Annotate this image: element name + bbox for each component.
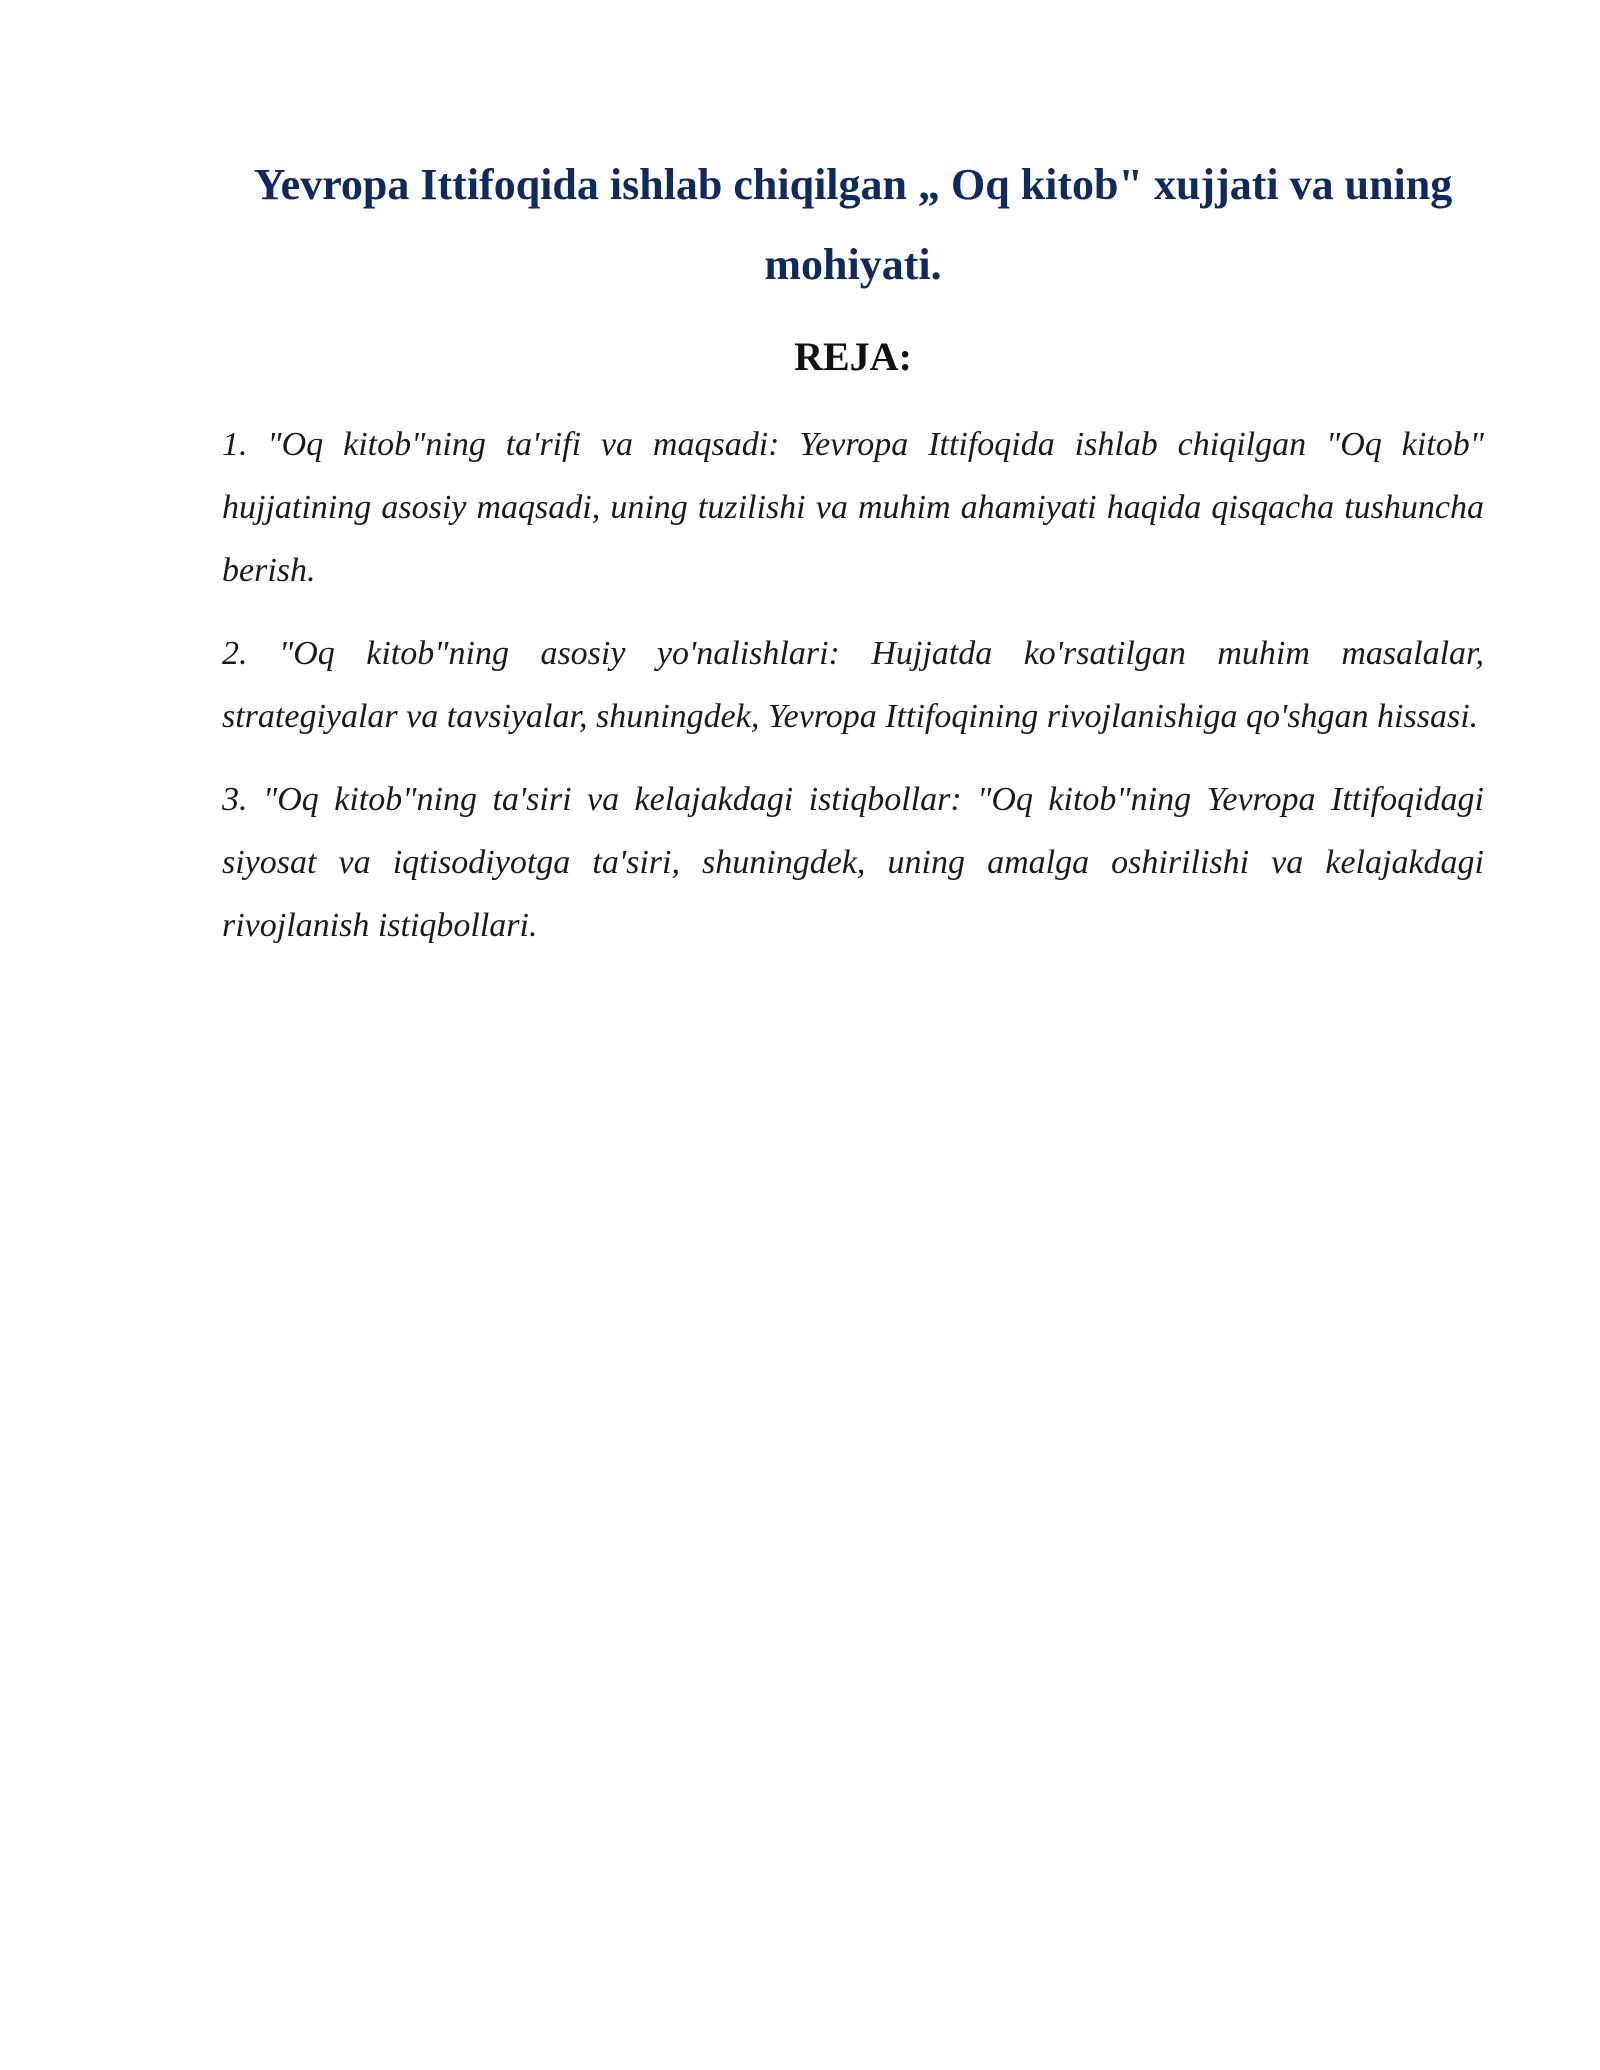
- plan-list: [222, 413, 1484, 957]
- plan-item-1: 1. "Oq kitob"ning ta'rifi va maqsadi: Yevropa Ittifoqida ishlab chiqilgan "Oq kitob" hujjatining asosiy maqsadi, uning tuzilishi va muhim ahamiyati haqida qisqacha tushuncha berish.: [222, 426, 1484, 589]
- plan-heading: REJA:: [794, 334, 912, 379]
- document-content: [222, 145, 1484, 977]
- plan-item-2: 2. "Oq kitob"ning asosiy yo'nalishlari: Hujjatda ko'rsatilgan muhim masalalar, strategiyalar va tavsiyalar, shuningdek, Yevropa Ittifoqining rivojlanishiga qo'shgan hissasi.: [222, 635, 1484, 735]
- plan-item-3: 3. "Oq kitob"ning ta'siri va kelajakdagi istiqbollar: "Oq kitob"ning Yevropa Ittifoqidagi siyosat va iqtisodiyotga ta'siri, shuningdek, uning amalga oshirilishi va kelajakdagi rivojlanish istiqbollari.: [222, 781, 1484, 944]
- document-title: Yevropa Ittifoqida ishlab chiqilgan „ Oq kitob" xujjati va uning mohiyati.: [253, 160, 1453, 289]
